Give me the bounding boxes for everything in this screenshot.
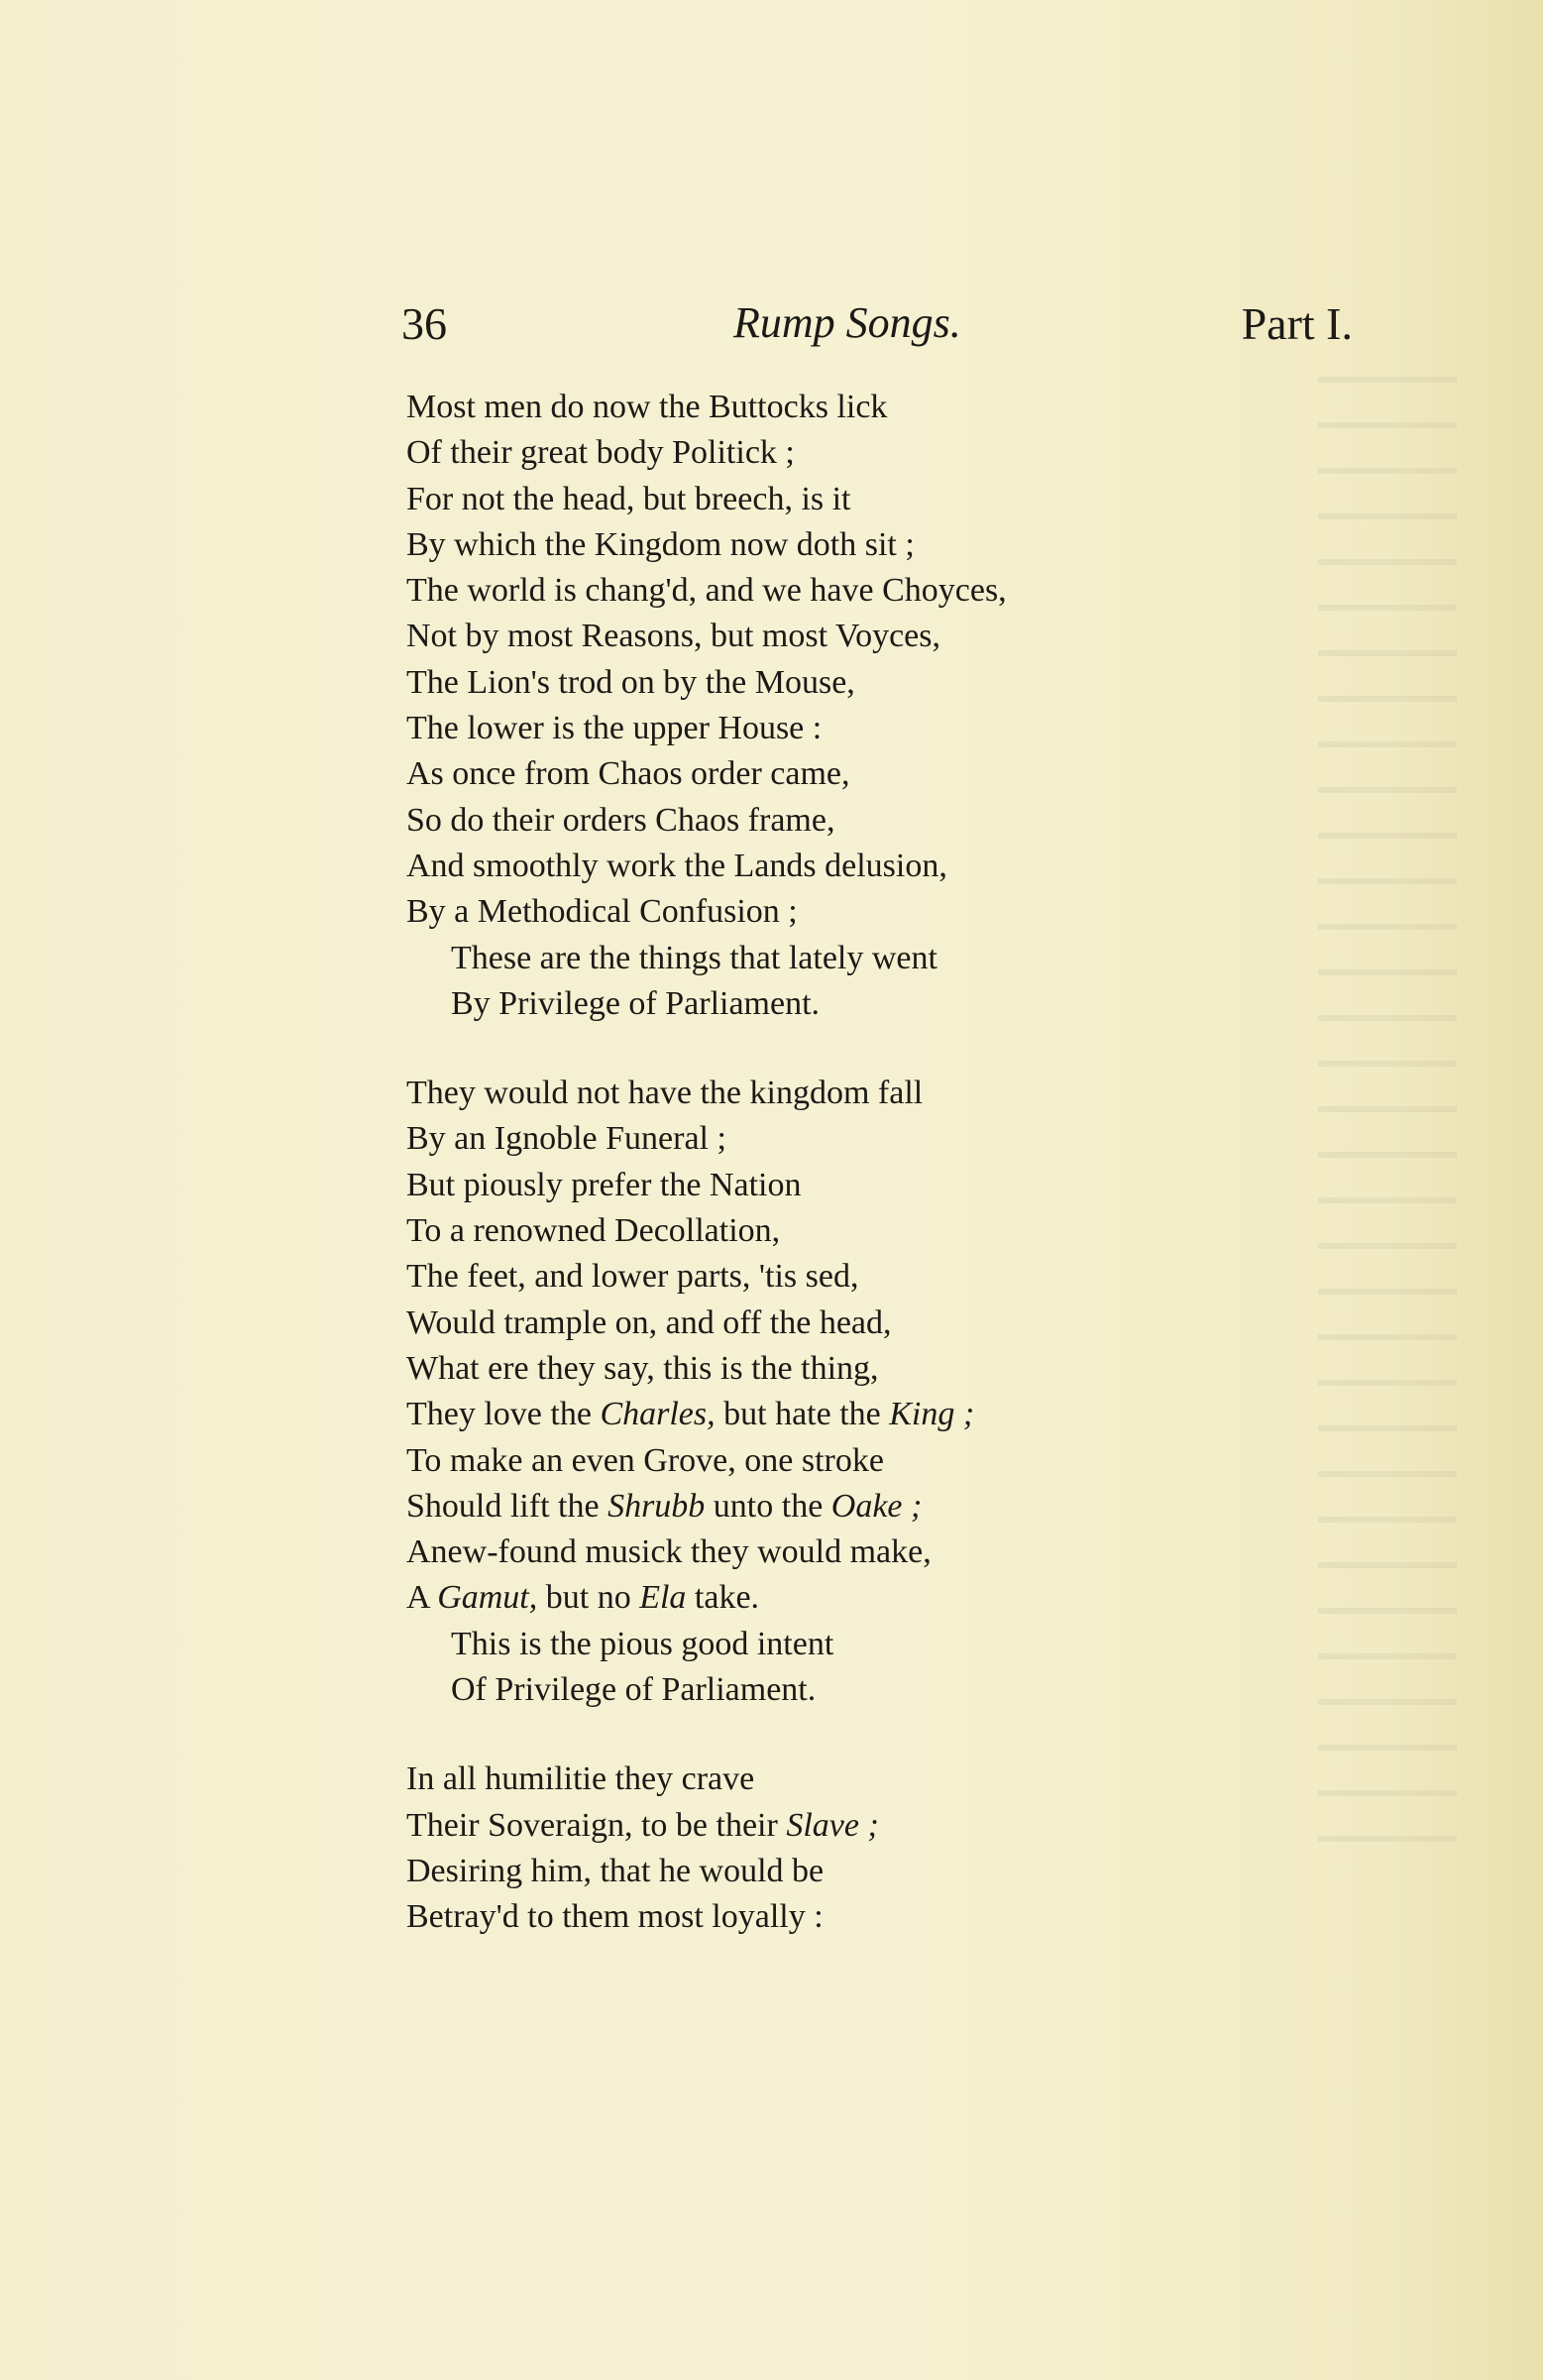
line-text: Most men do now the Buttocks lick xyxy=(406,389,888,425)
line-text: Of Privilege of Parliament. xyxy=(451,1671,817,1709)
italic-word: Charles, xyxy=(600,1396,716,1433)
line-text: Desiring him, that he would be xyxy=(406,1852,825,1889)
line-text: As once from Chaos order came, xyxy=(406,755,850,793)
italic-word: Gamut, xyxy=(437,1579,538,1617)
line-text: So do their orders Chaos frame, xyxy=(406,801,835,839)
verse-line xyxy=(406,844,1298,889)
verse-line xyxy=(406,477,1298,522)
verse-line xyxy=(406,1254,1298,1300)
verse-line xyxy=(406,660,1298,706)
verse-line xyxy=(406,1667,1298,1713)
line-text: They would not have the kingdom fall xyxy=(406,1075,924,1112)
italic-word: King ; xyxy=(889,1396,975,1433)
verse-line xyxy=(406,889,1298,935)
line-text: By a Methodical Confusion ; xyxy=(406,893,798,931)
verse-line xyxy=(406,522,1298,568)
verse-line xyxy=(406,1484,1298,1530)
verse-line xyxy=(406,1849,1298,1894)
verse-line xyxy=(406,1208,1298,1254)
line-text: but hate the xyxy=(715,1396,890,1433)
line-text: The world is chang'd, and we have Choyces, xyxy=(406,572,1007,610)
verse-line xyxy=(406,936,1298,981)
line-text: These are the things that lately went xyxy=(451,939,937,976)
line-text: unto the xyxy=(705,1487,831,1525)
line-text: The lower is the upper House : xyxy=(406,710,823,747)
part-label: Part I. xyxy=(1241,298,1353,349)
running-title: Rump Songs. xyxy=(733,298,961,347)
line-text: Should lift the xyxy=(406,1487,600,1525)
line-text: In all humilitie they crave xyxy=(406,1760,755,1798)
stanza xyxy=(406,1757,1298,1940)
line-text: Of their great body Politick ; xyxy=(406,434,795,472)
running-header xyxy=(401,297,1353,357)
verse-line xyxy=(406,568,1298,614)
italic-word: Oake ; xyxy=(830,1487,923,1525)
verse-line xyxy=(406,1392,1298,1437)
line-text: By Privilege of Parliament. xyxy=(451,984,821,1022)
line-text: The Lion's trod on by the Mouse, xyxy=(406,663,855,701)
verse-line xyxy=(406,1575,1298,1621)
line-text: What ere they say, this is the thing, xyxy=(406,1349,879,1387)
line-text: Not by most Reasons, but most Voyces, xyxy=(406,618,940,655)
line-text: They love the xyxy=(406,1396,592,1433)
line-text: Anew-found musick they would make, xyxy=(406,1533,932,1571)
poem-text xyxy=(406,385,1298,1984)
verse-line xyxy=(406,1530,1298,1575)
line-text: The feet, and lower parts, 'tis sed, xyxy=(406,1258,859,1296)
verse-line xyxy=(406,1301,1298,1346)
line-text: Their Soveraign, to be their xyxy=(406,1806,778,1844)
verse-line xyxy=(406,798,1298,844)
line-text: By an Ignoble Funeral ; xyxy=(406,1120,726,1158)
italic-word: Slave ; xyxy=(786,1806,879,1844)
line-text: For not the head, but breech, is it xyxy=(406,480,851,517)
verse-line xyxy=(406,1894,1298,1940)
verse-line xyxy=(406,1116,1298,1162)
verse-line xyxy=(406,1071,1298,1116)
verse-line xyxy=(406,1163,1298,1208)
line-text: Betray'd to them most loyally : xyxy=(406,1898,824,1936)
page-number: 36 xyxy=(401,298,447,349)
bleed-through-texture xyxy=(1318,377,1457,1864)
verse-line xyxy=(406,1803,1298,1849)
verse-line xyxy=(406,1757,1298,1802)
line-text: This is the pious good intent xyxy=(451,1625,834,1662)
line-text: To make an even Grove, one stroke xyxy=(406,1441,884,1479)
line-text: but no xyxy=(537,1579,640,1617)
verse-line xyxy=(406,430,1298,476)
verse-line xyxy=(406,1438,1298,1484)
line-text: A xyxy=(406,1579,429,1617)
line-text: But piously prefer the Nation xyxy=(406,1166,802,1203)
line-text: By which the Kingdom now doth sit ; xyxy=(406,525,915,563)
verse-line xyxy=(406,706,1298,751)
stanza xyxy=(406,385,1298,1027)
verse-line xyxy=(406,751,1298,797)
stanza xyxy=(406,1071,1298,1713)
line-text: And smoothly work the Lands delusion, xyxy=(406,847,947,884)
verse-line xyxy=(406,614,1298,659)
verse-line xyxy=(406,385,1298,430)
italic-word: Shrubb xyxy=(607,1487,706,1525)
verse-line xyxy=(406,981,1298,1027)
line-text: Would trample on, and off the head, xyxy=(406,1303,892,1341)
verse-line xyxy=(406,1346,1298,1392)
italic-word: Ela xyxy=(639,1579,687,1617)
verse-line xyxy=(406,1622,1298,1667)
line-text: To a renowned Decollation, xyxy=(406,1212,781,1250)
line-text: take. xyxy=(686,1579,760,1617)
